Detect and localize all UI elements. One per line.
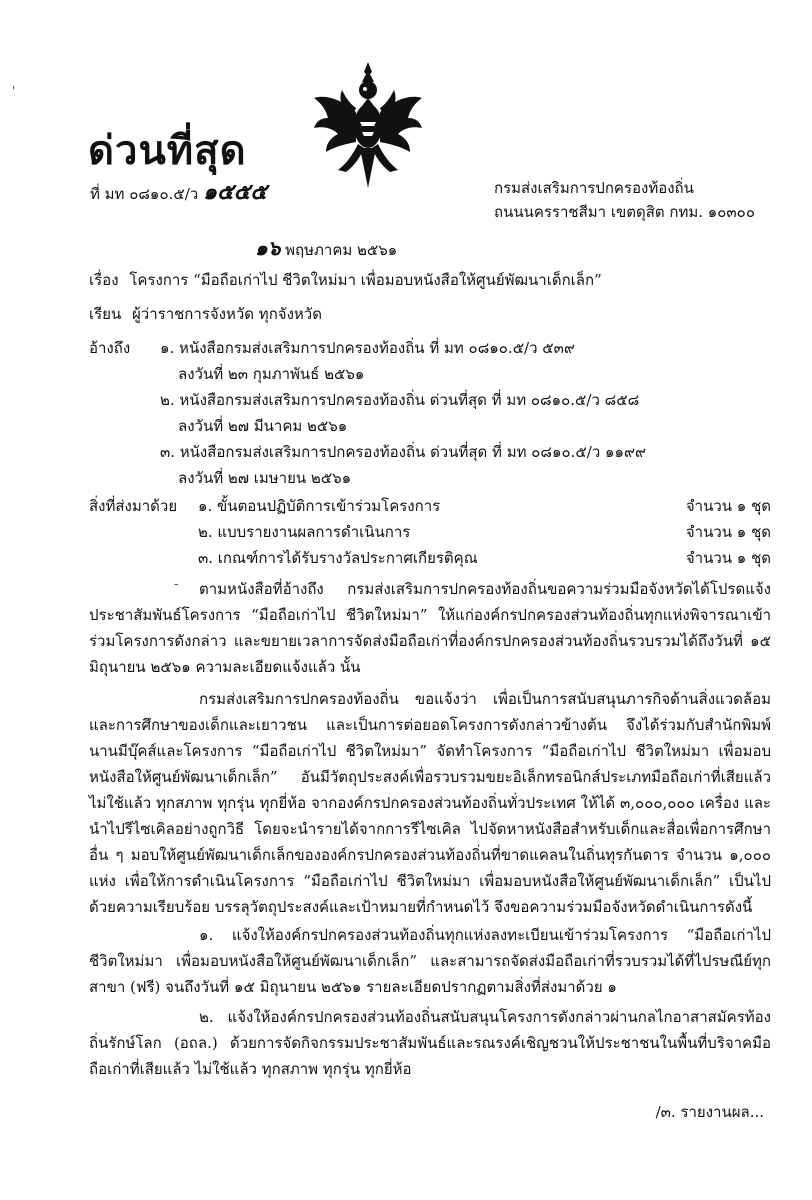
subject-text: โครงการ “มือถือเก่าไป ชีวิตใหม่มา เพื่อมอบหนังสือให้ศูนย์พัฒนาเด็กเล็ก” (129, 271, 602, 289)
enclosure-row-3 (89, 546, 771, 572)
document-date (255, 232, 397, 264)
enclosure-item: ๑. ขั้นตอนปฏิบัติการเข้าร่วมโครงการ (198, 497, 441, 515)
enclosure-qty: จำนวน ๑ ชุด (685, 549, 771, 567)
body-paragraph-3: ๑. แจ้งให้องค์กรปกครองส่วนท้องถิ่นทุกแห่งลงทะเบียนเข้าร่วมโครงการ “มือถือเก่าไป ชีวิตใหม่มา เพื่อมอบหนังสือให้ศูนย์พัฒนาเด็กเล็ก” และสามารถจัดส่งมือถือเก่าที่รวบรวมได้ที่ไปรษณีย์ทุกสาขา (ฟรี) จนถึงวันที่ ๑๕ มิถุนายน ๒๕๖๑ รายละเอียดปรากฏตามสิ่งที่ส่งมาด้วย ๑ (89, 926, 771, 996)
recipient-line (89, 302, 322, 326)
enclosure-qty: จำนวน ๑ ชุด (685, 523, 771, 541)
scan-mark: ' (12, 84, 16, 98)
urgency-heading: ด่วนที่สุด (88, 127, 247, 174)
reference-item-3-date: ลงวันที่ ๒๗ เมษายน ๒๕๖๑ (178, 469, 352, 487)
body-paragraph-4: ๒. แจ้งให้องค์กรปกครองส่วนท้องถิ่นสนับสนุนโครงการดังกล่าวผ่านกลไกอาสาสมัครท้องถิ่นรักษ์โลก (อถล.) ด้วยการจัดกิจกรรมประชาสัมพันธ์และรณรงค์เชิญชวนให้ประชาชนในพื้นที่บริจาคมือถือเก่าที่เสียแล้ว ไม่ใช้แล้ว ทุกสภาพ ทุกรุ่น ทุกยี่ห้อ (89, 1008, 771, 1078)
enclosure-row-2 (89, 520, 771, 546)
document-number-handwritten: ๑๕๕๕ (202, 179, 267, 205)
date-day-handwritten: ๑๖ (255, 236, 281, 260)
enclosure-item: ๒. แบบรายงานผลการดำเนินการ (198, 523, 411, 541)
scan-dash: - (174, 577, 179, 592)
enclosure-item: ๓. เกณฑ์การได้รับรางวัลประกาศเกียรติคุณ (198, 549, 478, 567)
date-month-year: พฤษภาคม ๒๕๖๑ (285, 241, 398, 259)
enclosures-label: สิ่งที่ส่งมาด้วย (89, 497, 178, 515)
garuda-emblem-icon (312, 60, 424, 190)
reference-item-2: ๒. หนังสือกรมส่งเสริมการปกครองท้องถิ่น ด่วนที่สุด ที่ มท ๐๘๑๐.๕/ว ๘๕๘ (160, 391, 640, 409)
subject-line (89, 268, 602, 292)
recipient-text: ผู้ว่าราชการจังหวัด ทุกจังหวัด (132, 305, 322, 323)
recipient-label: เรียน (89, 305, 122, 323)
document-number (90, 174, 267, 209)
body-paragraph-2: กรมส่งเสริมการปกครองท้องถิ่น ขอแจ้งว่า เพื่อเป็นการสนับสนุนภารกิจด้านสิ่งแวดล้อมและการศึกษาของเด็กและเยาวชน และเป็นการต่อยอดโครงการดังกล่าวข้างต้น จึงได้ร่วมกับสำนักพิมพ์นานมีบุ๊คส์และโครงการ “มือถือเก่าไป ชีวิตใหม่มา” จัดทำโครงการ “มือถือเก่าไป ชีวิตใหม่มา เพื่อมอบหนังสือให้ศูนย์พัฒนาเด็กเล็ก” อันมีวัตถุประสงค์เพื่อรวบรวมขยะอิเล็กทรอนิกส์ประเภทมือถือเก่าที่เสียแล้ว ไม่ใช้แล้ว ทุกสภาพ ทุกรุ่น ทุกยี่ห้อ จากองค์กรปกครองส่วนท้องถิ่นทั่วประเทศ ให้ได้ ๓,๐๐๐,๐๐๐ เครื่อง และนำไปรีไซเคิลอย่างถูกวิธี โดยจะนำรายได้จากการรีไซเคิล ไปจัดหาหนังสือสำหรับเด็กและสื่อเพื่อการศึกษาอื่น ๆ มอบให้ศูนย์พัฒนาเด็กเล็กขององค์กรปกครองส่วนท้องถิ่นที่ขาดแคลนในถิ่นทุรกันดาร จำนวน ๑,๐๐๐ แห่ง เพื่อให้การดำเนินโครงการ “มือถือเก่าไป ชีวิตใหม่มา เพื่อมอบหนังสือให้ศูนย์พัฒนาเด็กเล็ก” เป็นไปด้วยความเรียบร้อย บรรลุวัตถุประสงค์และเป้าหมายที่กำหนดไว้ จึงขอความร่วมมือจังหวัดดำเนินการดังนี้ (89, 690, 771, 916)
org-name: กรมส่งเสริมการปกครองท้องถิ่น (494, 179, 694, 197)
references-label: อ้างถึง (89, 339, 131, 357)
subject-label: เรื่อง (89, 271, 119, 289)
enclosure-row-1 (89, 494, 771, 520)
enclosure-qty: จำนวน ๑ ชุด (685, 497, 771, 515)
document-number-prefix: ที่ มท ๐๘๑๐.๕/ว (90, 185, 199, 203)
continuation-note: /๓. รายงานผล... (655, 1103, 764, 1121)
body-paragraph-1: ตามหนังสือที่อ้างถึง กรมส่งเสริมการปกครองท้องถิ่นขอความร่วมมือจังหวัดได้โปรดแจ้งประชาสัมพันธ์โครงการ “มือถือเก่าไป ชีวิตใหม่มา” ให้แก่องค์กรปกครองส่วนท้องถิ่นทุกแห่งพิจารณาเข้าร่วมโครงการดังกล่าว และขยายเวลาการจัดส่งมือถือเก่าที่องค์กรปกครองส่วนท้องถิ่นรวบรวมได้ถึงวันที่ ๑๕ มิถุนายน ๒๕๖๑ ความละเอียดแจ้งแล้ว นั้น (89, 580, 771, 676)
reference-item-3: ๓. หนังสือกรมส่งเสริมการปกครองท้องถิ่น ด่วนที่สุด ที่ มท ๐๘๑๐.๕/ว ๑๑๙๙ (160, 443, 647, 461)
reference-item-1: ๑. หนังสือกรมส่งเสริมการปกครองท้องถิ่น ที่ มท ๐๘๑๐.๕/ว ๕๓๙ (160, 339, 575, 357)
org-address: ถนนนครราชสีมา เขตดุสิต กทม. ๑๐๓๐๐ (494, 203, 755, 221)
reference-item-1-date: ลงวันที่ ๒๓ กุมภาพันธ์ ๒๕๖๑ (178, 365, 365, 383)
reference-item-2-date: ลงวันที่ ๒๗ มีนาคม ๒๕๖๑ (178, 417, 348, 435)
